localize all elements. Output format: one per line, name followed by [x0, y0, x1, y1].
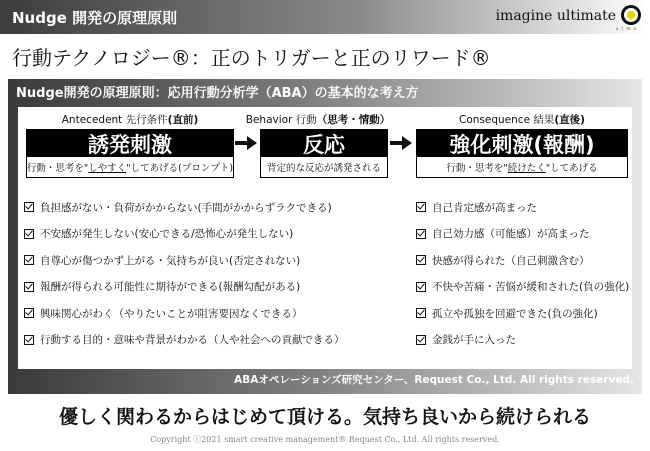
list-item-text: 金銭が手に入った	[432, 334, 516, 347]
consequence-caption-underline: 続けたく	[507, 163, 546, 174]
consequence-block: 強化刺激(報酬)	[416, 129, 628, 158]
list-item-text: 不安感が発生しない(安心できる/恐怖心が発生しない)	[40, 228, 294, 241]
checkbox-icon	[24, 229, 34, 239]
consequence-caption-pre: 行動・思考を"	[446, 163, 508, 174]
consequence-checklist	[416, 194, 629, 353]
brand-logo-caption: u t m a	[615, 26, 637, 31]
behavior-caption-text: 背定的な反応が誘発される	[266, 163, 381, 174]
aba-diagram	[18, 107, 632, 369]
brand-logo-icon	[621, 5, 641, 25]
list-item	[24, 300, 345, 327]
list-item-text: 孤立や孤独を回避できた(負の強化)	[432, 307, 598, 320]
list-item-text: 自己肯定感が高まった	[432, 201, 537, 214]
copyright: Copyright ⓒ2021 smart creative management® Request Co., Ltd. All rights reserved.	[150, 435, 500, 444]
behavior-label-text: Behavior 行動	[245, 114, 317, 126]
list-item	[24, 274, 345, 301]
checkbox-icon	[24, 308, 34, 318]
tagline: 優しく関わるからはじめて頂ける。気持ち良いから続けられる	[58, 406, 591, 428]
slide-section-title: Nudge 開発の原理原則	[12, 9, 178, 27]
list-item	[416, 300, 629, 327]
list-item	[416, 327, 629, 354]
aba-panel	[8, 79, 642, 394]
list-item	[416, 247, 629, 274]
consequence-caption	[416, 157, 628, 178]
checkbox-icon	[416, 308, 426, 318]
antecedent-block: 誘発刺激	[26, 129, 234, 158]
antecedent-label-strong: (直前)	[167, 114, 199, 126]
behavior-label	[244, 112, 392, 127]
checkbox-icon	[416, 255, 426, 265]
list-item-text: 負担感がない・負荷がかからない(手間がかからずラクできる)	[40, 201, 332, 214]
consequence-label	[416, 112, 628, 127]
list-item-text: 行動する目的・意味や背景がわかる（人や社会への貢献できる）	[40, 334, 345, 347]
checkbox-icon	[24, 202, 34, 212]
main-title: 行動テクノロジー®：正のトリガーと正のリワード®	[12, 46, 491, 70]
panel-heading: Nudge開発の原理原則：応用行動分析学（ABA）の基本的な考え方	[16, 86, 419, 101]
behavior-label-strong: （思考・情動）	[316, 114, 391, 126]
list-item	[24, 194, 345, 221]
list-item-text: 報酬が得られる可能性に期待ができる(報酬勾配がある)	[40, 281, 301, 294]
list-item-text: 不快や苦痛・苦悩が緩和された(負の強化)	[432, 281, 630, 294]
antecedent-label-text: Antecedent 先行条件	[61, 114, 168, 126]
list-item-text: 自己効力感（可能感）が高まった	[432, 228, 590, 241]
checkbox-icon	[24, 255, 34, 265]
checkbox-icon	[416, 229, 426, 239]
list-item-text: 興味関心がわく（やりたいことが阻害要因なくできる）	[40, 307, 303, 320]
antecedent-caption	[26, 157, 234, 178]
checkbox-icon	[416, 202, 426, 212]
panel-footer: ABAオペレーションズ研究センター、Request Co., Ltd. All rights reserved.	[234, 374, 634, 386]
checkbox-icon	[416, 335, 426, 345]
antecedent-caption-underline: しやすく	[88, 163, 127, 174]
list-item-text: 快感が得られた（自己刺激含む）	[432, 254, 590, 267]
checkbox-icon	[416, 282, 426, 292]
list-item	[416, 274, 629, 301]
checkbox-icon	[24, 282, 34, 292]
consequence-label-strong: (直後)	[554, 114, 585, 126]
antecedent-checklist	[24, 194, 345, 353]
antecedent-caption-pre: 行動・思考を"	[26, 163, 89, 174]
checkbox-icon	[24, 335, 34, 345]
list-item	[24, 247, 345, 274]
list-item	[416, 194, 629, 221]
consequence-caption-post: "してあげる	[545, 163, 598, 174]
antecedent-label	[26, 112, 234, 127]
brand-name: imagine ultimate	[495, 8, 616, 24]
behavior-caption	[260, 157, 388, 178]
list-item	[24, 221, 345, 248]
consequence-label-text: Consequence 結果	[459, 114, 555, 126]
antecedent-caption-post: "してあげる(プロンプト)	[126, 163, 234, 174]
arrow-right-icon	[235, 136, 257, 150]
list-item-text: 自尊心が傷つかず上がる・気持ちが良い(否定されない)	[40, 254, 301, 267]
arrow-right-icon	[390, 136, 412, 150]
list-item	[24, 327, 345, 354]
behavior-block: 反応	[260, 129, 388, 158]
list-item	[416, 221, 629, 248]
